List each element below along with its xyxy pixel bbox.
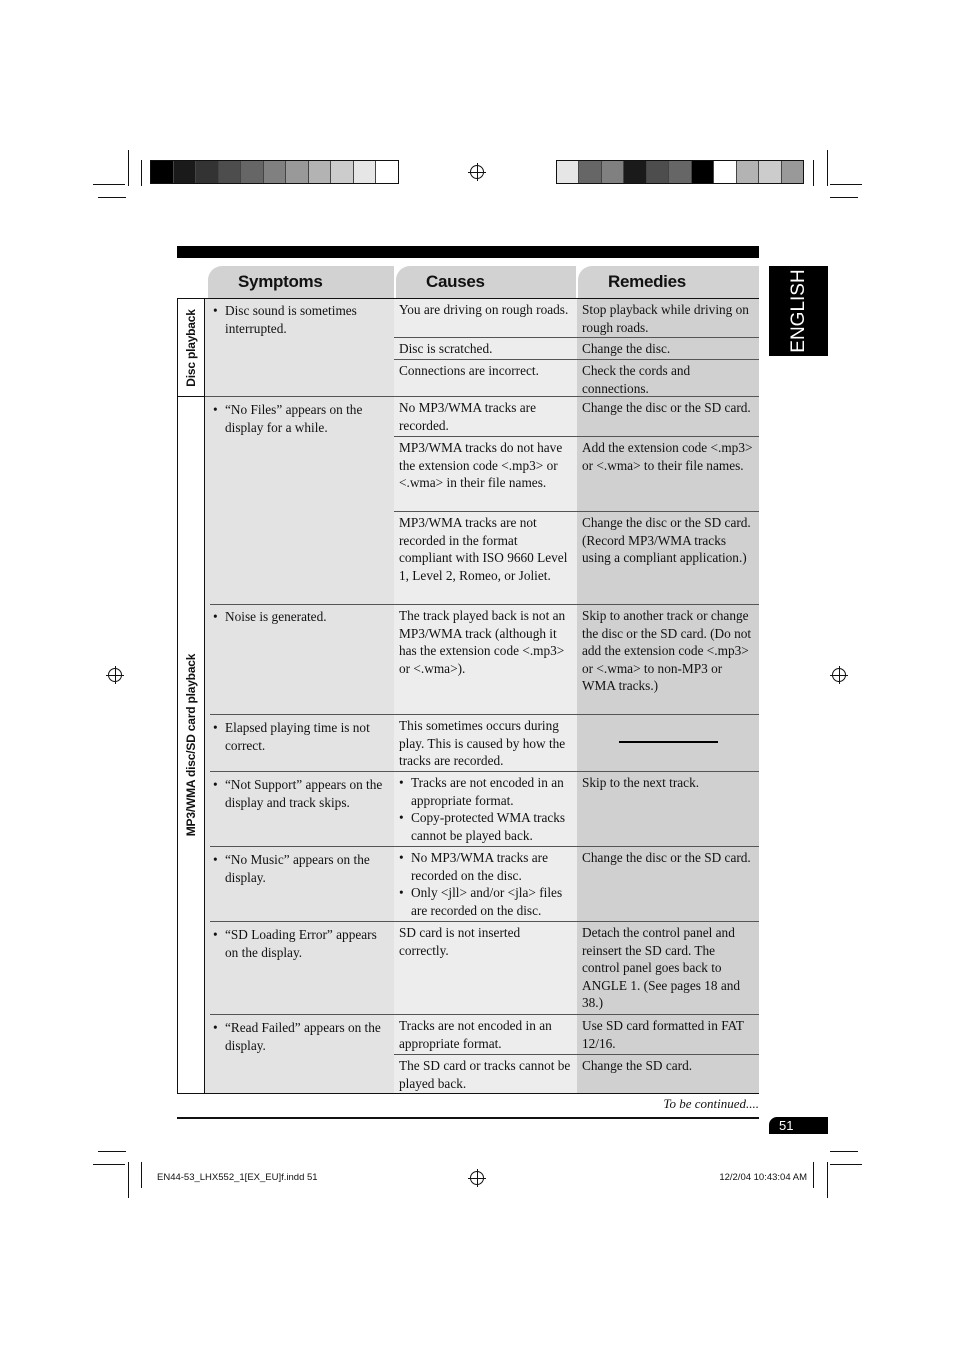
header-remedies: Remedies <box>578 266 759 298</box>
cause-cell: MP3/WMA tracks do not have the extension code <.mp3> or <.wma> in their file names. <box>394 437 577 511</box>
cause-cell: Connections are incorrect. <box>394 360 577 396</box>
footer-file: EN44-53_LHX552_1[EX_EU]f.indd 51 <box>157 1172 318 1183</box>
remedy-cell: Use SD card formatted in FAT 12/16. <box>577 1015 759 1054</box>
remedy-cell: Add the extension code <.mp3> or <.wma> to their file names. <box>577 437 759 511</box>
cause-cell: No MP3/WMA tracks are recorded. <box>394 397 577 436</box>
footer-date: 12/2/04 10:43:04 AM <box>719 1172 807 1183</box>
cause-cell: This sometimes occurs during play. This is caused by how the tracks are recorded. <box>394 715 577 771</box>
registration-mark-icon <box>470 165 484 179</box>
symptom-text: • Disc sound is sometimes interrupted. <box>208 300 392 337</box>
page-number: 51 <box>769 1117 828 1134</box>
symptom-text: • Noise is generated. <box>208 606 392 626</box>
remedy-cell: Skip to the next track. <box>577 772 759 846</box>
remedy-cell: Change the disc. <box>577 338 759 359</box>
symptom-text: • “No Files” appears on the display for a while. <box>208 399 392 436</box>
symptom-text: • “Read Failed” appears on the display. <box>208 1017 392 1054</box>
registration-mark-icon <box>108 668 122 682</box>
cause-cell: SD card is not inserted correctly. <box>394 922 577 1014</box>
cause-cell: • No MP3/WMA tracks are recorded on the disc. • Only <jll> and/or <jla> files are recorded on the disc. <box>394 847 577 921</box>
cause-cell: MP3/WMA tracks are not recorded in the format compliant with ISO 9660 Level 1, Level 2, Romeo, or Joliet. <box>394 512 577 604</box>
color-bar-right <box>556 160 804 184</box>
remedy-cell: Change the disc or the SD card. <box>577 397 759 436</box>
no-remedy-dash <box>619 741 718 743</box>
registration-mark-icon <box>832 668 846 682</box>
cause-cell: The SD card or tracks cannot be played back. <box>394 1055 577 1093</box>
category-disc-playback: Disc playback <box>177 298 205 397</box>
title-rule <box>177 246 759 258</box>
cause-cell: The track played back is not an MP3/WMA track (although it has the extension code <.mp3> or <.wma>). <box>394 605 577 714</box>
remedy-cell: Stop playback while driving on rough roads. <box>577 299 759 337</box>
remedy-cell <box>577 715 759 771</box>
header-symptoms: Symptoms <box>208 266 394 298</box>
remedy-cell: Detach the control panel and reinsert the SD card. The control panel goes back to ANGLE 1. (See pages 18 and 38.) <box>577 922 759 1014</box>
registration-mark-icon <box>470 1171 484 1185</box>
remedy-cell: Change the SD card. <box>577 1055 759 1093</box>
header-causes: Causes <box>396 266 576 298</box>
cause-cell: Disc is scratched. <box>394 338 577 359</box>
category-mp3-playback: MP3/WMA disc/SD card playback <box>177 396 205 1094</box>
cause-cell: Tracks are not encoded in an appropriate format. <box>394 1015 577 1054</box>
symptom-text: • “SD Loading Error” appears on the display. <box>208 924 392 961</box>
symptom-text: • Elapsed playing time is not correct. <box>208 717 392 754</box>
cause-cell: You are driving on rough roads. <box>394 299 577 337</box>
remedy-cell: Skip to another track or change the disc or the SD card. (Do not add the extension code <.mp3> or <.wma> to non-MP3 or WMA tracks.) <box>577 605 759 714</box>
remedy-cell: Change the disc or the SD card. <box>577 847 759 921</box>
color-bar-left <box>150 160 399 184</box>
continued-note: To be continued.... <box>663 1096 759 1111</box>
language-tab: ENGLISH <box>769 266 828 356</box>
symptom-text: • “No Music” appears on the display. <box>208 849 392 886</box>
cause-cell: • Tracks are not encoded in an appropriate format. • Copy-protected WMA tracks cannot be played back. <box>394 772 577 846</box>
remedy-cell: Check the cords and connections. <box>577 360 759 396</box>
remedy-cell: Change the disc or the SD card. (Record MP3/WMA tracks using a compliant application.) <box>577 512 759 604</box>
symptom-text: • “Not Support” appears on the display and track skips. <box>208 774 392 811</box>
